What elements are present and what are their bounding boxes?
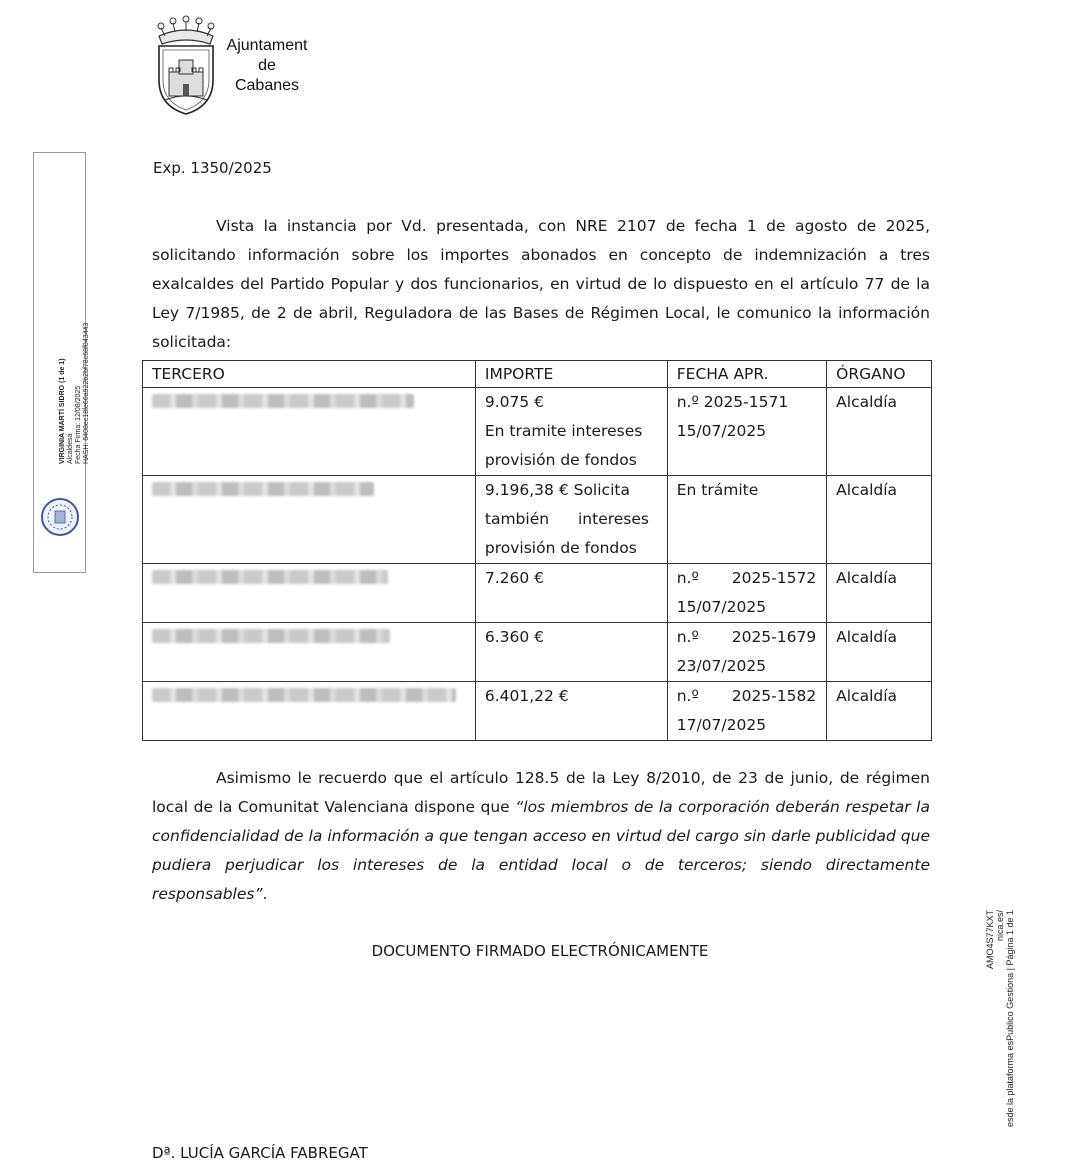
cell-importe [475,682,667,741]
cell-importe [475,564,667,623]
table-row [143,623,932,682]
signer-name: Dª. LUCÍA GARCÍA FABREGAT [152,1144,368,1162]
closing-quote: “los miembros de la corporación deberán respetar la confidencialidad de la información a que tengan acceso en virtud del cargo sin darle publicidad que pudiera perjudicar los intereses de la entidad local o de terceros; siendo directamente responsables” [152,798,930,903]
cell-tercero [143,476,476,564]
importe-line: 9.196,38 € Solicita [484,481,630,499]
cell-tercero [143,682,476,741]
cell-importe [475,623,667,682]
fecha-line: n.º 2025-1582 [676,687,817,705]
cell-organo: Alcaldía [827,623,932,682]
importe-line: 6.401,22 € [484,687,569,705]
signature-details [59,268,91,464]
signature-date: Fecha Firma: 12/08/2025 [75,385,82,464]
cell-organo: Alcaldía [827,388,932,476]
importe-line: 6.360 € [484,628,545,646]
cell-fecha [667,476,826,564]
table-row [143,476,932,564]
coat-of-arms-icon [155,14,217,118]
header-importe: IMPORTE [475,361,667,388]
fecha-line: 15/07/2025 [676,422,767,440]
cell-organo: Alcaldía [827,476,932,564]
signature-hash: HASH: 6408ec18fe66a922b2bf78c68f043443 [83,322,90,464]
table-row [143,682,932,741]
cell-fecha [667,682,826,741]
redacted-name [152,394,414,408]
org-line: de [258,57,276,74]
closing-text: Asimismo le recuerdo que el artículo 128.5 de la Ley 8/2010, de 23 de junio, de régimen local de la Comunitat Valenciana dispone que [152,769,930,816]
header-organo: ÓRGANO [827,361,932,388]
fecha-line: 23/07/2025 [676,657,767,675]
municipal-seal-icon [40,497,80,537]
organization-name [219,36,315,96]
closing-end: . [262,885,268,903]
closing-paragraph [152,764,930,909]
fecha-line: En trámite [676,481,759,499]
header-fecha: FECHA APR. [667,361,826,388]
footer-line: esde la plataforma esPublico Gestiona | Página 1 de 1 [1005,910,1015,1127]
cell-fecha [667,564,826,623]
fecha-line: 15/07/2025 [676,598,767,616]
table-row [143,388,932,476]
org-line: Cabanes [234,77,300,94]
table-header-row [143,361,932,388]
expediente-number: Exp. 1350/2025 [153,159,272,177]
signature-role: Alcaldesa [67,433,74,464]
importe-line: En tramite intereses [484,422,643,440]
importe-line: provisión de fondos [484,451,637,469]
signature-name: VIRGINIA MARTÍ SIDRO (1 de 1) [59,358,66,464]
redacted-name [152,570,388,584]
redacted-name [152,629,390,643]
cell-importe [475,476,667,564]
importe-line: 9.075 € [484,393,545,411]
importe-line: 7.260 € [484,569,545,587]
cell-fecha [667,623,826,682]
redacted-name [152,482,374,496]
table-row [143,564,932,623]
cell-organo: Alcaldía [827,682,932,741]
footer-line: nica.es/ [995,910,1005,942]
cell-tercero [143,564,476,623]
cell-importe [475,388,667,476]
intro-paragraph: Vista la instancia por Vd. presentada, con NRE 2107 de fecha 1 de agosto de 2025, solicitando información sobre los importes abonados en concepto de indemnización a tres exalcaldes del Partido Popular y dos funcionarios, en virtud de lo dispuesto en el artículo 77 de la Ley 7/1985, de 2 de abril, Reguladora de las Bases de Régimen Local, le comunico la información solicitada: [152,217,930,351]
cell-tercero [143,388,476,476]
cell-fecha [667,388,826,476]
fecha-line: 17/07/2025 [676,716,767,734]
cell-organo: Alcaldía [827,564,932,623]
header-logo [155,14,325,120]
signed-notice: DOCUMENTO FIRMADO ELECTRÓNICAMENTE [371,942,709,960]
org-line: Ajuntament [226,37,308,54]
importe-line: también intereses [484,510,649,528]
payments-table [142,360,932,741]
fecha-line: n.º 2025-1571 [676,393,789,411]
fecha-line: n.º 2025-1679 [676,628,817,646]
importe-line: provisión de fondos [484,539,637,557]
header-tercero: TERCERO [143,361,476,388]
redacted-name [152,688,456,702]
fecha-line: n.º 2025-1572 [676,569,817,587]
cell-tercero [143,623,476,682]
footer-line: AMO4S77KXT [985,910,995,970]
